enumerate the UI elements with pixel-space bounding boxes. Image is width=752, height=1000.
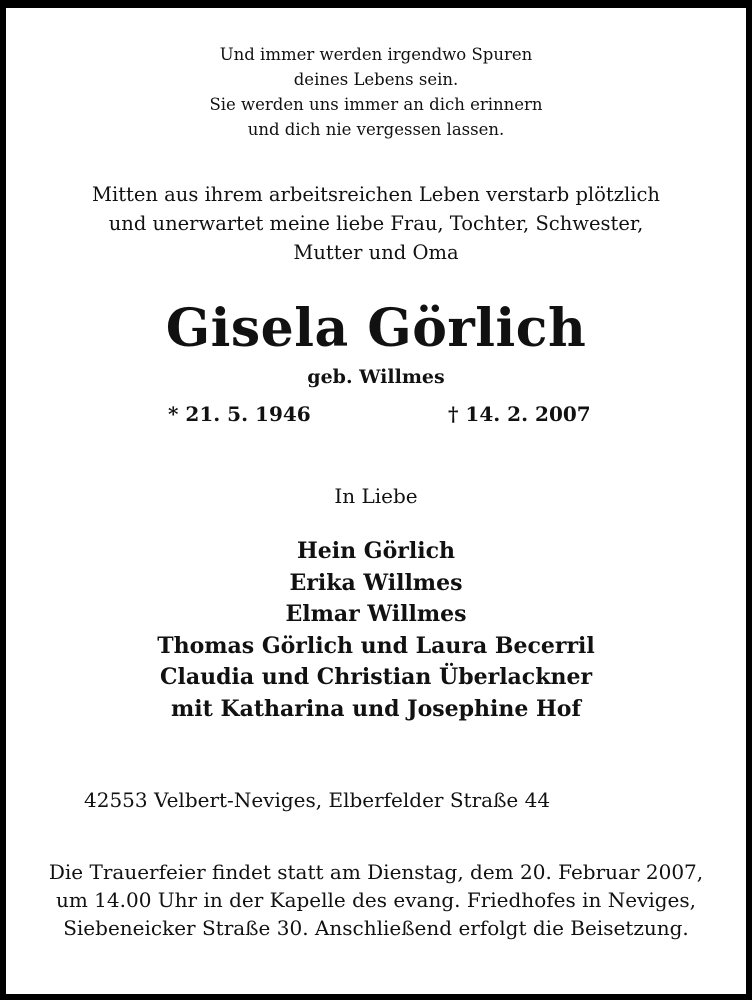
- mourner-name: mit Katharina und Josephine Hof: [171, 695, 581, 722]
- mourners-list: [6, 536, 746, 725]
- birth-date: * 21. 5. 1946: [168, 402, 311, 426]
- death-announcement: [6, 180, 746, 267]
- verse-line: Sie werden uns immer an dich erinnern: [209, 95, 543, 114]
- mourner-name: Erika Willmes: [289, 569, 463, 596]
- deceased-name: Gisela Görlich: [165, 298, 587, 359]
- funeral-notice: [6, 858, 746, 942]
- verse-line: und dich nie vergessen lassen.: [247, 120, 505, 139]
- mourner-name: Thomas Görlich und Laura Becerril: [157, 632, 595, 659]
- announcement-line: Mutter und Oma: [293, 241, 459, 264]
- mourner-name: Hein Görlich: [297, 538, 455, 564]
- announcement-line: und unerwartet meine liebe Frau, Tochter, Schwester,: [108, 212, 644, 235]
- notice-line: um 14.00 Uhr in der Kapelle des evang. Friedhofes in Neviges,: [55, 888, 697, 912]
- verse-line: Und immer werden irgendwo Spuren: [219, 45, 533, 64]
- announcement-line: Mitten aus ihrem arbeitsreichen Leben verstarb plötzlich: [92, 183, 660, 206]
- notice-line: Siebeneicker Straße 30. Anschließend erfolgt die Beisetzung.: [63, 916, 689, 940]
- life-dates: [6, 402, 746, 432]
- death-date: † 14. 2. 2007: [448, 402, 591, 426]
- memorial-verse: [6, 42, 746, 142]
- family-address: 42553 Velbert-Neviges, Elberfelder Straße 44: [84, 788, 551, 812]
- mourner-name: Elmar Willmes: [285, 601, 467, 627]
- notice-line: Die Trauerfeier findet statt am Dienstag, dem 20. Februar 2007,: [48, 860, 704, 884]
- in-love-label: In Liebe: [334, 484, 418, 508]
- verse-line: deines Lebens sein.: [293, 70, 459, 89]
- mourner-name: Claudia und Christian Überlackner: [159, 664, 593, 690]
- maiden-name: geb. Willmes: [307, 366, 445, 388]
